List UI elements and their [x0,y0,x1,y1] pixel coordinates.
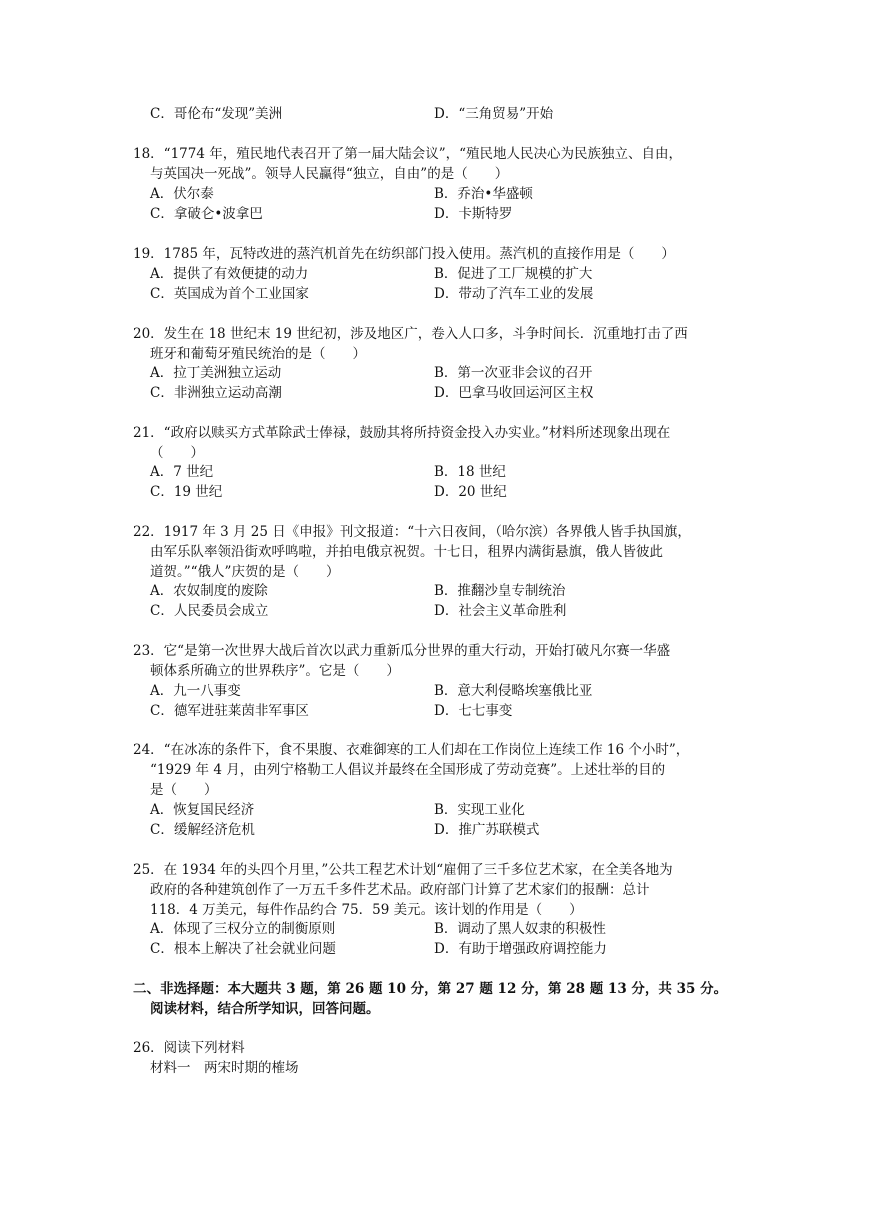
option-b: B．第一次亚非会议的召开 [434,365,593,381]
question-25-stem: 25．在 1934 年的头四个月里，”公共工程艺术计划“雇佣了三千多位艺术家，在全美各地为 [133,862,673,878]
option-b: B．调动了黑人奴隶的积极性 [434,921,606,937]
option-a: A．拉丁美洲独立运动 [150,365,282,381]
question-20-stem: 20．发生在 18 世纪末 19 世纪初，涉及地区广，卷入人口多，斗争时间长．沉重地打击了西 [133,326,688,342]
option-d: D．社会主义革命胜利 [434,603,567,619]
option-b: B．18 世纪 [434,464,506,480]
option-a: A．提供了有效便捷的动力 [150,266,309,282]
question-20-stem-cont: 班牙和葡萄牙殖民统治的是（ ） [150,346,366,362]
option-d: D．有助于增强政府调控能力 [434,941,607,957]
option-c: C．人民委员会成立 [150,603,269,619]
question-19-stem: 19．1785 年，瓦特改进的蒸汽机首先在纺织部门投入使用。蒸汽机的直接作用是（ ） [133,246,675,262]
question-23-stem-cont: 顿体系所确立的世界秩序”。它是（ ） [150,663,400,679]
question-23-stem: 23．它“是第一次世界大战后首次以武力重新瓜分世界的重大行动，开始打破凡尔赛一华盛 [133,643,671,659]
option-c: C．哥伦布“发现”美洲 [150,106,283,122]
question-24-stem-cont: “1929 年 4 月，由列宁格勒工人倡议并最终在全国形成了劳动竞赛”。上述壮举的目的 [150,762,666,778]
option-c: C．德军进驻莱茵非军事区 [150,703,309,719]
option-a: A．农奴制度的废除 [150,583,268,599]
option-d: D．七七事变 [434,703,513,719]
option-c: C．缓解经济危机 [150,822,255,838]
question-26-stem: 26．阅读下列材料 [133,1040,245,1056]
option-b: B．乔治•华盛顿 [434,186,533,202]
question-21-stem-cont: （ ） [150,445,204,461]
option-a: A．九一八事变 [150,683,241,699]
option-b: B．促进了工厂规模的扩大 [434,266,593,282]
material-1-title: 材料一 两宋时期的榷场 [150,1060,299,1076]
option-a: A．恢复国民经济 [150,802,255,818]
option-c: C．根本上解决了社会就业问题 [150,941,336,957]
section-2-instruction: 阅读材料，结合所学知识，回答问题。 [150,1001,380,1017]
question-22-stem-cont: 由军乐队率领沿街欢呼鸣啦，并拍电俄京祝贺。十七日，租界内满街悬旗，俄人皆彼此 [150,544,663,560]
option-d: D．带动了汽车工业的发展 [434,286,594,302]
option-d: D．卡斯特罗 [434,206,513,222]
question-25-stem-cont2: 118．4 万美元，每件作品约合 75．59 美元。该计划的作用是（ ） [150,902,583,918]
option-c: C．英国成为首个工业国家 [150,286,309,302]
option-d: D．“三角贸易”开始 [434,106,554,122]
option-a: A．体现了三权分立的制衡原则 [150,921,336,937]
option-a: A．伏尔泰 [150,186,214,202]
question-25-stem-cont: 政府的各种建筑创作了一万五千多件艺术品。政府部门计算了艺术家们的报酬：总计 [150,882,650,898]
option-d: D．推广苏联模式 [434,822,540,838]
option-a: A．7 世纪 [150,464,214,480]
option-c: C．19 世纪 [150,484,223,500]
option-b: B．推翻沙皇专制统治 [434,583,566,599]
option-c: C．非洲独立运动高潮 [150,385,282,401]
question-18-stem-cont: 与英国决一死战”。领导人民赢得“独立，自由”的是（ ） [150,166,509,182]
option-d: D．20 世纪 [434,484,507,500]
question-22-stem: 22．1917 年 3 月 25 日《申报》刊文报道：“十六日夜间，（哈尔滨）各界俄人皆手执国旗， [133,524,691,540]
question-24-stem-cont2: 是（ ） [150,782,218,798]
section-2-heading: 二、非选择题：本大题共 3 题，第 26 题 10 分，第 27 题 12 分，第 28 题 13 分，共 35 分。 [133,981,728,997]
option-d: D．巴拿马收回运河区主权 [434,385,594,401]
question-22-stem-cont2: 道贺。”“俄人”庆贺的是（ ） [150,564,340,580]
option-b: B．意大利侵略埃塞俄比亚 [434,683,593,699]
option-b: B．实现工业化 [434,802,525,818]
question-24-stem: 24．“在冰冻的条件下，食不果腹、衣难御寒的工人们却在工作岗位上连续工作 16 个小时”， [133,742,690,758]
option-c: C．拿破仑•波拿巴 [150,206,263,222]
question-21-stem: 21．“政府以赎买方式革除武士俸禄，鼓励其将所持资金投入办实业。”材料所述现象出现在 [133,425,671,441]
question-18-stem: 18．“1774 年，殖民地代表召开了第一届大陆会议”，“殖民地人民决心为民族独立、自由， [133,146,683,162]
